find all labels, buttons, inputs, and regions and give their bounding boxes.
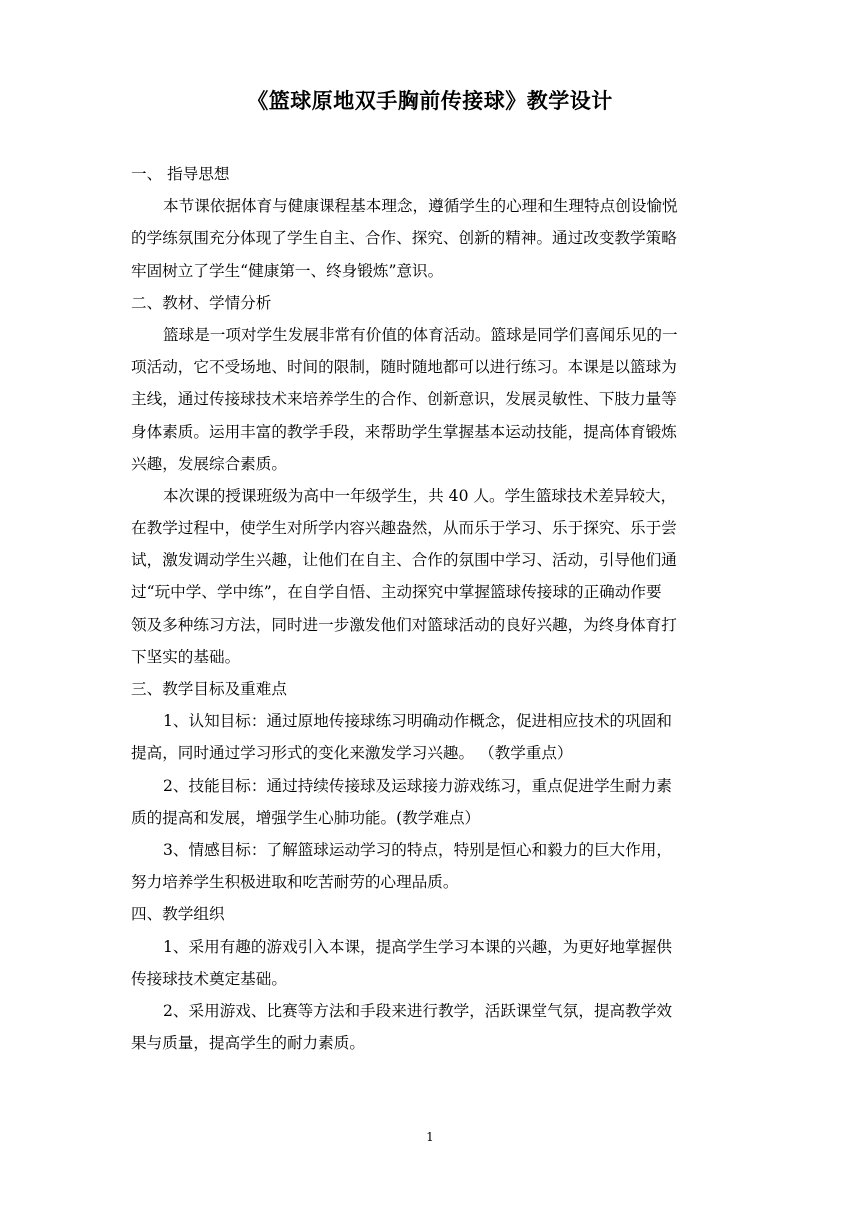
paragraph-line: 3、情感目标：了解篮球运动学习的特点，特别是恒心和毅力的巨大作用， [163,840,672,859]
paragraph-line: 果与质量，提高学生的耐力素质。 [131,1034,365,1053]
paragraph-line: 本次课的授课班级为高中一年级学生，共 40 人。学生篮球技术差异较大， [163,486,677,505]
paragraph-line: 试，激发调动学生兴趣，让他们在自主、合作的氛围中学习、活动，引导他们通 [131,551,677,570]
section-heading-material-analysis: 二、教材、学情分析 [131,293,272,312]
paragraph-line: 1、采用有趣的游戏引入本课，提高学生学习本课的兴趣，为更好地掌握供 [163,937,672,956]
paragraph-line: 努力培养学生积极进取和吃苦耐劳的心理品质。 [131,873,459,892]
section-heading-teaching-goals: 三、教学目标及重难点 [131,680,287,698]
paragraph-line: 2、采用游戏、比赛等方法和手段来进行教学，活跃课堂气氛，提高教学效 [163,1001,672,1020]
paragraph-line: 篮球是一项对学生发展非常有价值的体育活动。篮球是同学们喜闻乐见的一 [163,325,678,344]
document-title: 《篮球原地双手胸前传接球》教学设计 [247,88,613,113]
paragraph-line: 本节课依据体育与健康课程基本理念，遵循学生的心理和生理特点创设愉悦 [163,197,678,216]
paragraph-line: 的学练氛围充分体现了学生自主、合作、探究、创新的精神。通过改变教学策略 [131,229,677,248]
paragraph-line: 2、技能目标：通过持续传接球及运球接力游戏练习，重点促进学生耐力素 [163,776,672,795]
document-body [131,158,731,1059]
paragraph-line: 1、认知目标：通过原地传接球练习明确动作概念，促进相应技术的巩固和 [163,712,672,731]
paragraph-line: 在教学过程中，使学生对所学内容兴趣盎然，从而乐于学习、乐于探究、乐于尝 [131,519,677,538]
section-heading-guiding-ideology: 一、 指导思想 [131,165,230,183]
paragraph-line: 主线，通过传接球技术来培养学生的合作、创新意识，发展灵敏性、下肢力量等 [131,390,677,409]
paragraph-line: 过“玩中学、学中练”，在自学自悟、主动探究中掌握篮球传接球的正确动作要 [131,583,662,602]
paragraph-line: 传接球技术奠定基础。 [131,969,287,988]
paragraph-line: 提高，同时通过学习形式的变化来激发学习兴趣。 （教学重点） [131,744,573,763]
section-heading-teaching-organization: 四、教学组织 [131,905,225,924]
paragraph-line: 兴趣，发展综合素质。 [131,454,287,473]
paragraph-line: 领及多种练习方法，同时进一步激发他们对篮球活动的良好兴趣，为终身体育打 [131,615,677,634]
paragraph-line: 牢固树立了学生“健康第一、终身锻炼”意识。 [131,261,444,280]
paragraph-line: 质的提高和发展，增强学生心肺功能。(教学难点） [131,808,481,827]
paragraph-line: 下坚实的基础。 [131,647,241,666]
page-number: 1 [426,1130,434,1144]
paragraph-line: 项活动，它不受场地、时间的限制，随时随地都可以进行练习。本课是以篮球为 [131,358,677,377]
paragraph-line: 身体素质。运用丰富的教学手段，来帮助学生掌握基本运动技能，提高体育锻炼 [131,422,677,441]
